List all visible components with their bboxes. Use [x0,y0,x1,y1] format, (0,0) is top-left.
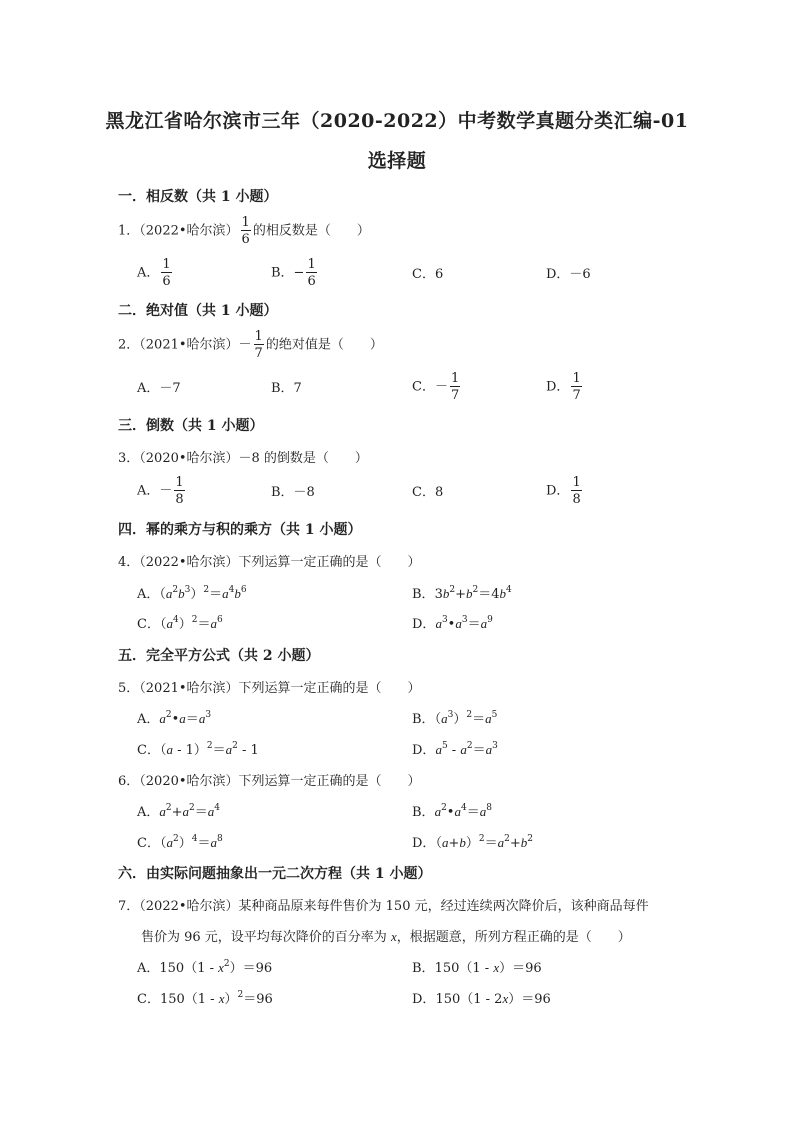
question-4: 4．（2022•哈尔滨）下列运算一定正确的是（ ） [118,555,421,570]
section-heading-2: 二．绝对值（共 1 小题） [118,303,278,319]
q3-option-d: D． $\frac{1}{8}$ [546,475,581,507]
q5-option-b: B．$(a^3)^2=a^5$ [412,710,498,727]
q2-option-b: B．7 [271,381,302,396]
q1-option-b: B．− $\frac{1}{6}$ [271,257,316,289]
section-heading-5: 五．完全平方公式（共 2 小题） [118,648,320,664]
q2-option-c: C．－ $\frac{1}{7}$ [412,371,460,403]
question-1-suffix: 的相反数是（ ） [252,223,370,239]
q3-option-c: C．8 [412,485,444,500]
q2-option-a: A．－7 [137,381,181,396]
q3-option-a: A．－ $\frac{1}{8}$ [137,475,184,507]
q6-option-d: D．$(a+b)^2=a^2+b^2$ [412,834,533,851]
q1-option-d: D．－6 [546,267,591,282]
q4-option-c: C．$(a^4)^2=a^6$ [137,615,223,632]
document-title: 黑龙江省哈尔滨市三年（2020-2022）中考数学真题分类汇编-01 [105,110,689,132]
question-1-fraction: $\frac{1}{6}$ [241,215,250,247]
q4-option-a: A．$(a^2b^3)^2=a^4b^6$ [137,585,247,602]
q4-option-d: D．$a^3•a^3=a^9$ [412,615,493,632]
q6-option-a: A．$a^2+a^2=a^4$ [137,803,221,820]
question-6: 6．（2020•哈尔滨）下列运算一定正确的是（ ） [118,774,421,789]
question-7-line-1: 7．（2022•哈尔滨）某种商品原来每件售价为 150 元，经过连续两次降价后，该种商品每件 [118,899,649,914]
q5-option-c: C．$(a - 1)^2=a^2 - 1$ [137,741,259,758]
q7-option-a: A．$150(1 - x^2)=96$ [137,959,273,976]
q5-option-a: A．$a^2•a=a^3$ [137,710,212,727]
q7-option-b: B．150（1 - x）＝96 [412,960,542,976]
q7-option-d: D．150（1 - 2x）＝96 [412,991,551,1007]
q5-option-d: D．$a^5 - a^2=a^3$ [412,741,498,758]
q4-option-b: B．$3b^2+b^2=4b^4$ [412,585,512,602]
question-1 [118,216,370,246]
section-heading-6: 六．由实际问题抽象出一元二次方程（共 1 小题） [118,866,432,882]
q6-option-c: C．$(a^2)^4=a^8$ [137,834,223,851]
section-heading-3: 三．倒数（共 1 小题） [118,418,264,434]
question-3: 3．（2020•哈尔滨）－8 的倒数是（ ） [118,451,368,466]
question-1-prefix: 1．（2022•哈尔滨） [118,223,239,239]
section-heading-1: 一．相反数（共 1 小题） [118,189,278,205]
q6-option-b: B．$a^2•a^4=a^8$ [412,803,492,820]
question-5: 5．（2021•哈尔滨）下列运算一定正确的是（ ） [118,681,421,696]
q2-option-d: D． $\frac{1}{7}$ [546,371,581,403]
question-7-line-2: 售价为 96 元，设平均每次降价的百分率为 x，根据题意，所列方程正确的是（ ） [141,929,631,945]
document-subtitle: 选择题 [367,150,427,172]
question-2-fraction: $\frac{1}{7}$ [254,329,263,361]
q1-option-a: A． $\frac{1}{6}$ [137,257,171,289]
question-2: 2．（2021•哈尔滨）－ $\frac{1}{7}$ 的绝对值是（ ） [118,329,383,361]
q3-option-b: B．－8 [271,485,315,500]
q7-option-c: C．150（1 - x）$^2$＝96 [137,990,273,1007]
section-heading-4: 四．幂的乘方与积的乘方（共 1 小题） [118,522,362,538]
q1-option-c: C．6 [412,267,444,282]
